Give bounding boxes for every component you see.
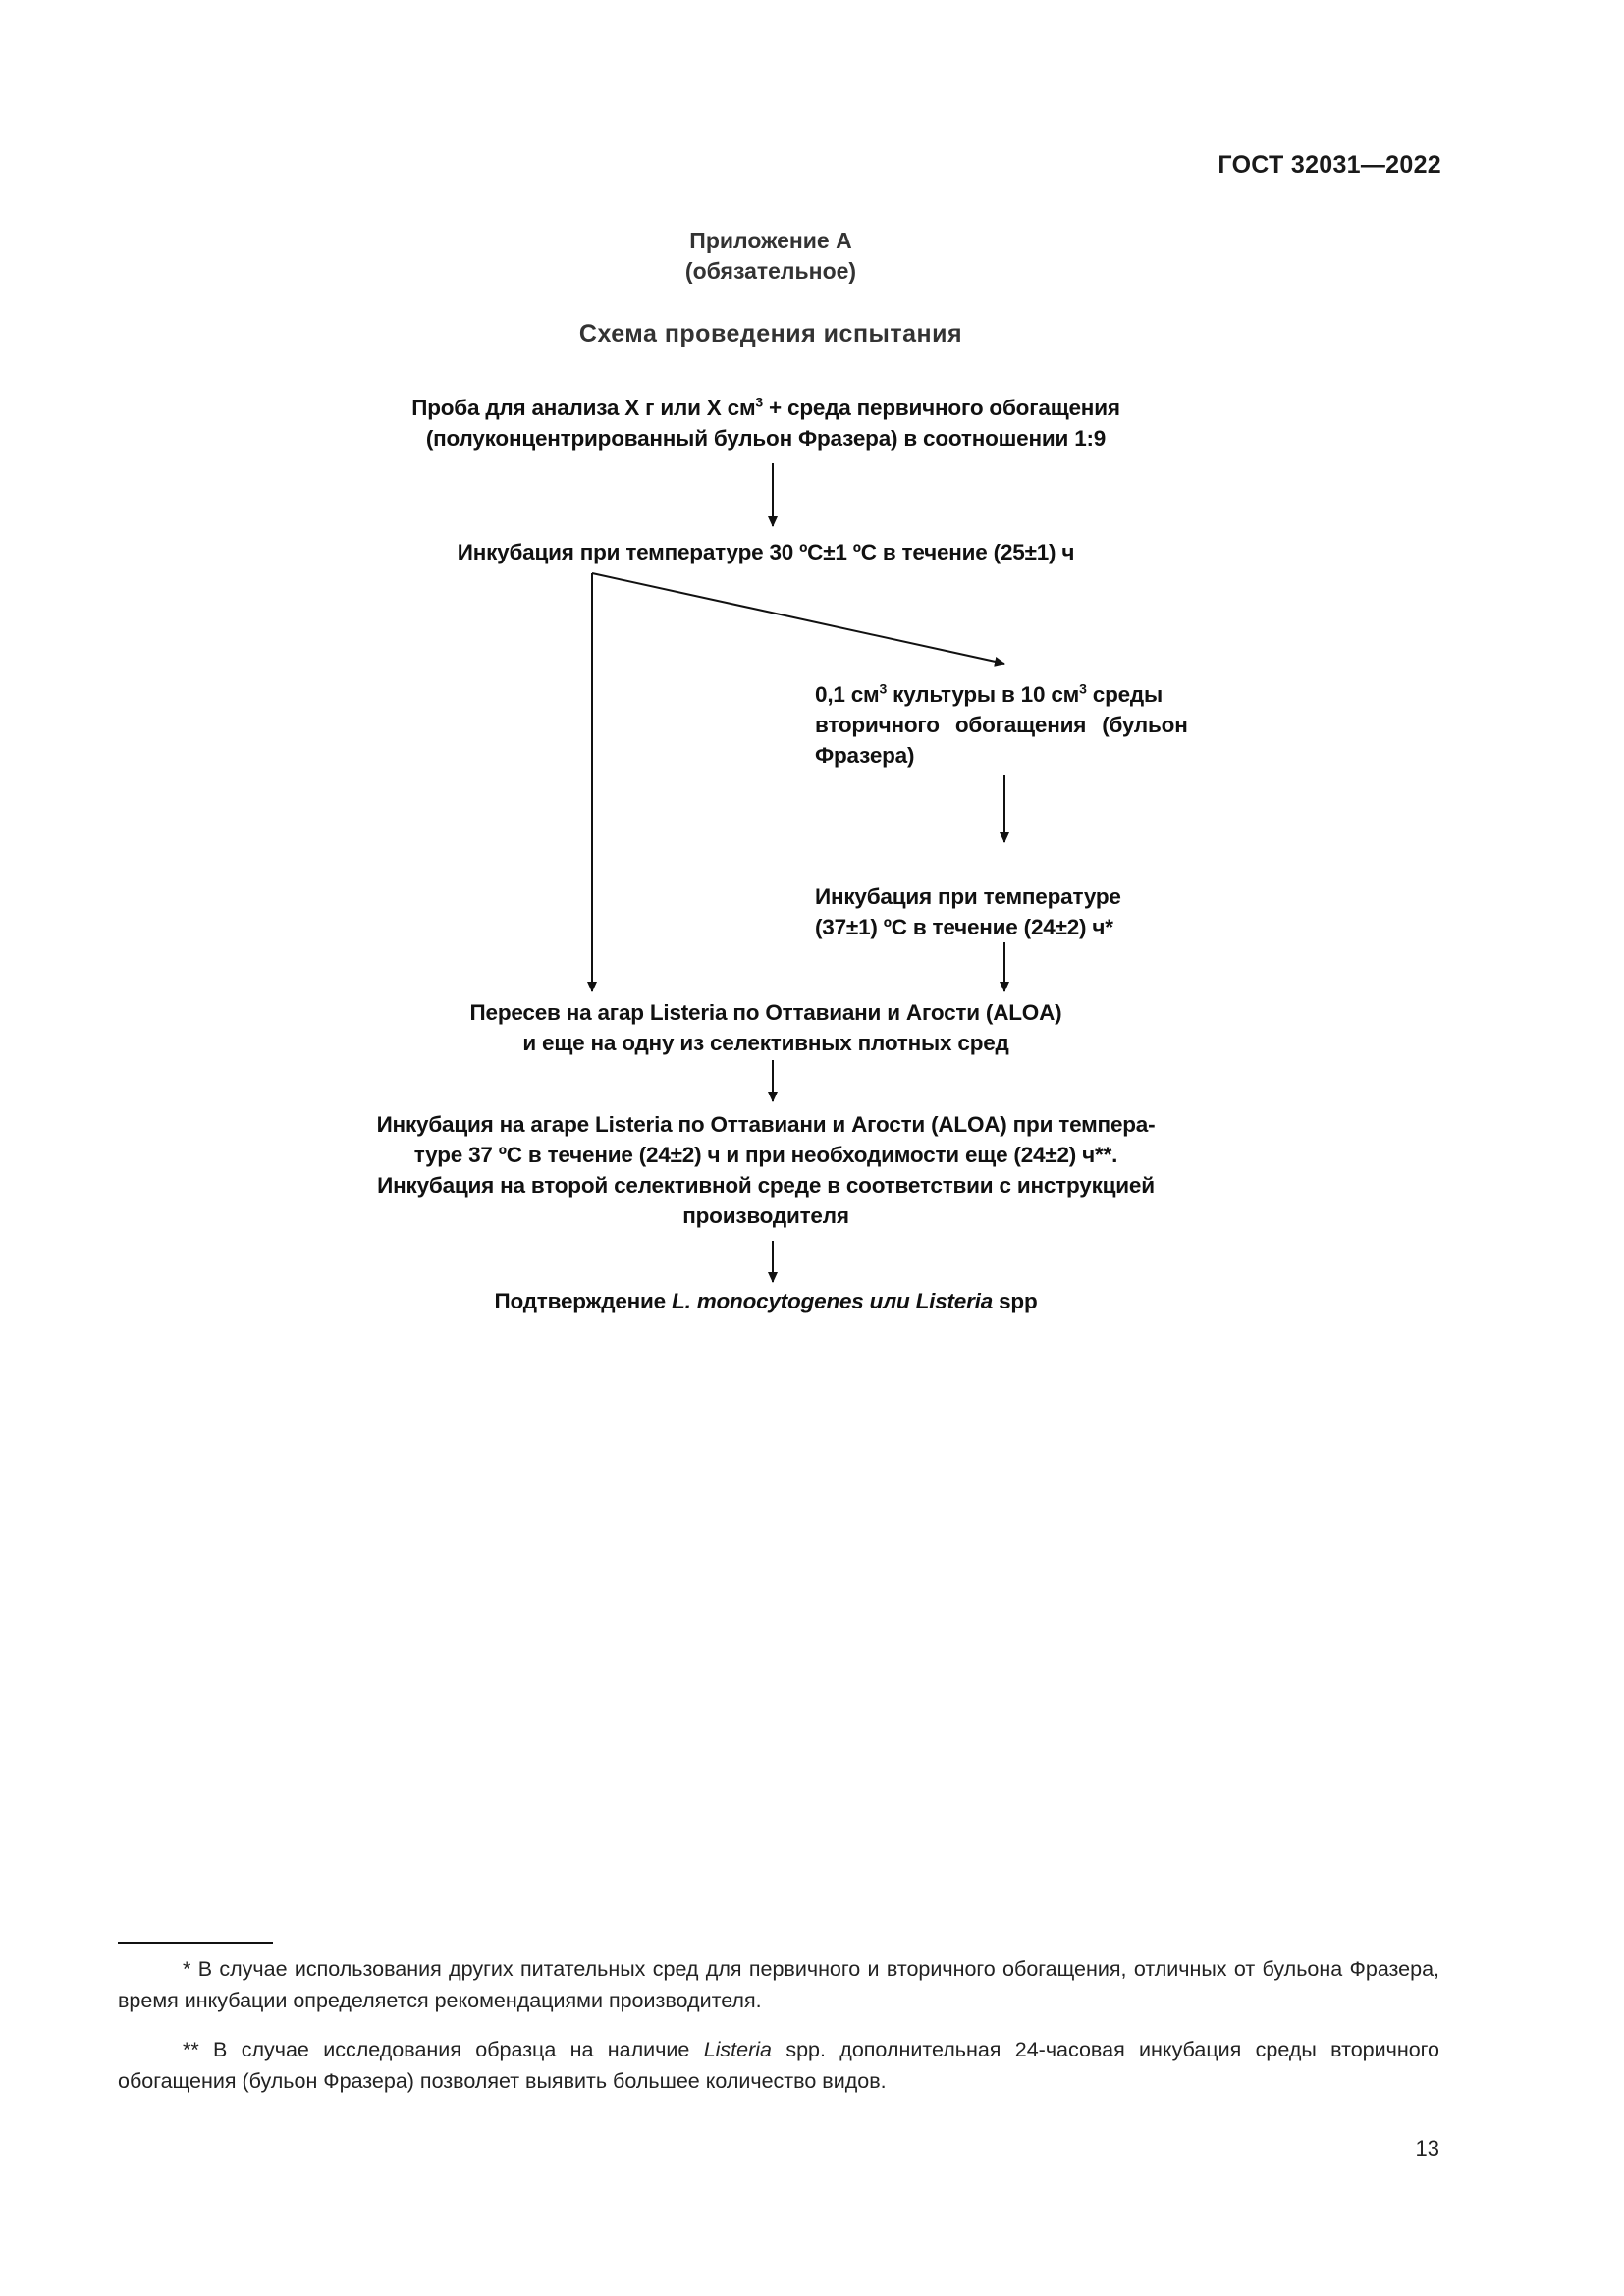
footnote-1 bbox=[118, 1953, 1439, 2016]
arrow-step2-step3 bbox=[592, 573, 1004, 664]
document-id: ГОСТ 32031—2022 bbox=[1218, 151, 1441, 179]
step2-line1: Инкубация при температуре 30 ºС±1 ºС в течение (25±1) ч bbox=[457, 540, 1075, 564]
annex-status: (обязательное) bbox=[684, 258, 857, 284]
step3-text-c: среды bbox=[1086, 682, 1164, 707]
step7-suffix: spp bbox=[993, 1289, 1038, 1313]
step1-line2: (полуконцентрированный бульон Фразера) в соотношении 1:9 bbox=[425, 426, 1107, 451]
footnote-2-italic: Listeria bbox=[703, 2038, 772, 2061]
step6-line1: Инкубация на агаре Listeria по Оттавиани и Агости (ALOA) при темпера- bbox=[376, 1112, 1156, 1137]
annex-title: Приложение А bbox=[689, 228, 852, 253]
flow-step-agar-incubation bbox=[324, 1109, 1208, 1231]
flow-step-primary-incubation bbox=[324, 537, 1208, 567]
step3-text-b: культуры в 10 см bbox=[887, 682, 1080, 707]
step3-text-a: 0,1 см bbox=[815, 682, 880, 707]
footnote-2-text-a: ** В случае исследования образца на наличие bbox=[183, 2038, 704, 2061]
step3-line2: вторичного обогащения (бульон bbox=[815, 713, 1188, 737]
step3-superscript-2: 3 bbox=[1079, 680, 1087, 697]
flow-step-secondary-incubation bbox=[815, 881, 1208, 942]
step7-prefix: Подтверждение bbox=[494, 1289, 673, 1313]
flow-step-sample bbox=[324, 393, 1208, 454]
step4-line1: Инкубация при температуре bbox=[815, 884, 1121, 909]
step5-line1: Пересев на агар Listeria по Оттавиани и Агости (ALOA) bbox=[469, 1000, 1062, 1025]
flow-step-secondary-enrichment bbox=[815, 679, 1204, 771]
step6-line2: туре 37 ºС в течение (24±2) ч и при необходимости еще (24±2) ч**. bbox=[413, 1143, 1118, 1167]
step5-line2: и еще на одну из селективных плотных сред bbox=[522, 1031, 1009, 1055]
step4-line2: (37±1) ºС в течение (24±2) ч* bbox=[815, 915, 1113, 939]
footnote-1-text: * В случае использования других питательных сред для первичного и вторичного обогащения, отличных от бульона Фразера, время инкубации определяется рекомендациями производителя. bbox=[118, 1957, 1439, 2012]
step6-line3: Инкубация на второй селективной среде в соответствии с инструкцией bbox=[377, 1173, 1155, 1198]
page-number: 13 bbox=[1415, 2136, 1439, 2161]
scheme-title: Схема проведения испытания bbox=[578, 320, 963, 347]
footnote-2-text-b: spp. дополнительная 24-часовая инкубация среды вторичного обогащения (бульон Фразера) позволяет выявить большее количество видов. bbox=[118, 2038, 1439, 2093]
step1-text-b: + среда первичного обогащения bbox=[763, 396, 1120, 420]
flow-step-confirmation bbox=[324, 1286, 1208, 1316]
step6-line4: производителя bbox=[682, 1203, 849, 1228]
flow-step-plating bbox=[324, 997, 1208, 1058]
footnote-rule bbox=[118, 1942, 273, 1944]
step7-italic: L. monocytogenes или Listeria bbox=[672, 1289, 994, 1313]
step3-line3: Фразера) bbox=[815, 743, 915, 768]
step1-superscript: 3 bbox=[755, 394, 763, 410]
footnote-2 bbox=[118, 2034, 1439, 2097]
step3-superscript-1: 3 bbox=[879, 680, 888, 697]
step1-text-a: Проба для анализа Х г или Х см bbox=[411, 396, 756, 420]
